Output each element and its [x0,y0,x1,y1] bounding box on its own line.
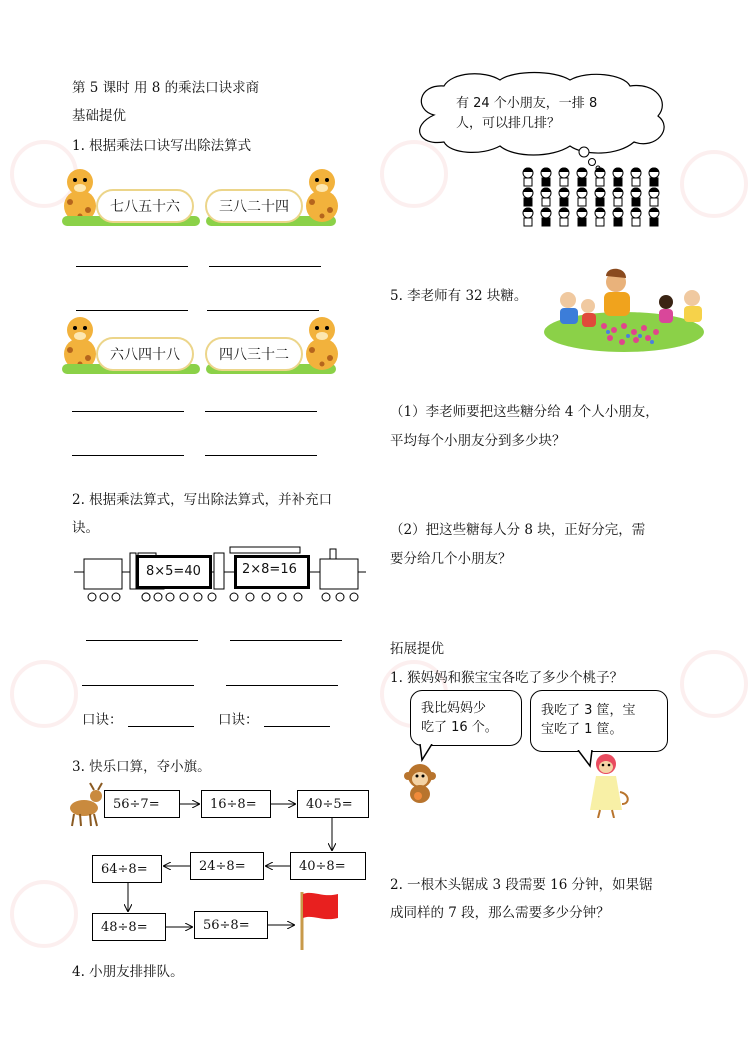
child-figure [613,208,623,227]
kouji-card: 六八四十八 [96,337,194,371]
q5-sub2-text-cont: 要分给几个小朋友？ [390,551,512,567]
calc-box[interactable]: 56÷7= [104,790,180,818]
calc-box[interactable]: 64÷8= [92,855,162,883]
ext-question-2-text: 2. 一根木头锯成 3 段需要 16 分钟，如果锯 [390,877,653,893]
child-figure [577,208,587,227]
child-figure [595,188,605,207]
child-figure [613,188,623,207]
ext-question-1-label: 1. 猴妈妈和猴宝宝各吃了多少个桃子？ [390,670,624,686]
speech-bubble-mother [530,690,668,752]
teacher-children-illustration [544,266,714,356]
train-equation: 8×5=40 [146,564,201,579]
section-basic-heading: 基础提优 [72,108,126,124]
question-4-label: 4. 小朋友排排队。 [72,964,184,980]
bubble-text: 我比妈妈少 [421,701,487,716]
child-figure [541,188,551,207]
child-figure [649,188,659,207]
kouji-label: 口诀： [218,712,259,728]
child-figure [577,188,587,207]
child-figure [649,168,659,187]
calc-box[interactable]: 56÷8= [194,911,268,939]
section-extension-heading: 拓展提优 [390,641,444,657]
red-flag-icon [298,890,340,950]
kouji-card: 四八三十二 [205,337,303,371]
child-figure [649,208,659,227]
kouji-card: 三八二十四 [205,189,303,223]
child-figure [541,168,551,187]
question-2-label: 2. 根据乘法算式，写出除法算式，并补充口 [72,492,333,508]
lesson-title: 第 5 课时 用 8 的乘法口诀求商 [72,80,260,96]
kouji-label: 口诀： [82,712,123,728]
child-figure [559,188,569,207]
child-figure [631,168,641,187]
train-equation: 2×8=16 [242,562,297,577]
calc-box[interactable]: 24÷8= [190,852,264,880]
q5-sub1-text: （1）李老师要把这些糖分给 4 个人小朋友， [390,404,659,420]
bubble-text: 吃了 16 个。 [421,720,498,735]
kouji-card: 七八五十六 [96,189,194,223]
calc-box[interactable]: 40÷5= [297,790,369,818]
child-figure [523,188,533,207]
q5-sub1-text-cont: 平均每个小朋友分到多少块？ [390,433,566,449]
child-figure [631,208,641,227]
child-figure [577,168,587,187]
baby-monkey-icon [402,762,438,804]
bubble-tail [418,744,438,762]
cloud-text: 有 24 个小朋友，一排 8 [456,96,598,111]
question-5-label: 5. 李老师有 32 块糖。 [390,288,528,304]
question-1-label: 1. 根据乘法口诀写出除法算式 [72,138,252,154]
child-figure [595,168,605,187]
child-figure [613,168,623,187]
calc-box[interactable]: 48÷8= [92,913,166,941]
q5-sub2-text: （2）把这些糖每人分 8 块，正好分完，需 [390,522,646,538]
child-figure [523,208,533,227]
calc-box[interactable]: 16÷8= [201,790,271,818]
child-figure [559,208,569,227]
speech-bubble-baby [410,690,522,746]
child-figure [559,168,569,187]
question-3-label: 3. 快乐口算，夺小旗。 [72,759,211,775]
cloud-text: 人，可以排几排？ [456,116,561,131]
children-rows-illustration [520,165,670,231]
mother-monkey-icon [586,752,630,818]
thought-cloud [404,70,676,170]
child-figure [631,188,641,207]
child-figure [541,208,551,227]
ext-question-2-text-cont: 成同样的 7 段，那么需要多少分钟？ [390,905,610,921]
bubble-text: 我吃了 3 筐，宝 [541,703,636,718]
question-2-label-cont: 诀。 [72,520,99,536]
calc-box[interactable]: 40÷8= [290,852,366,880]
bubble-text: 宝吃了 1 筐。 [541,722,623,737]
child-figure [523,168,533,187]
child-figure [595,208,605,227]
